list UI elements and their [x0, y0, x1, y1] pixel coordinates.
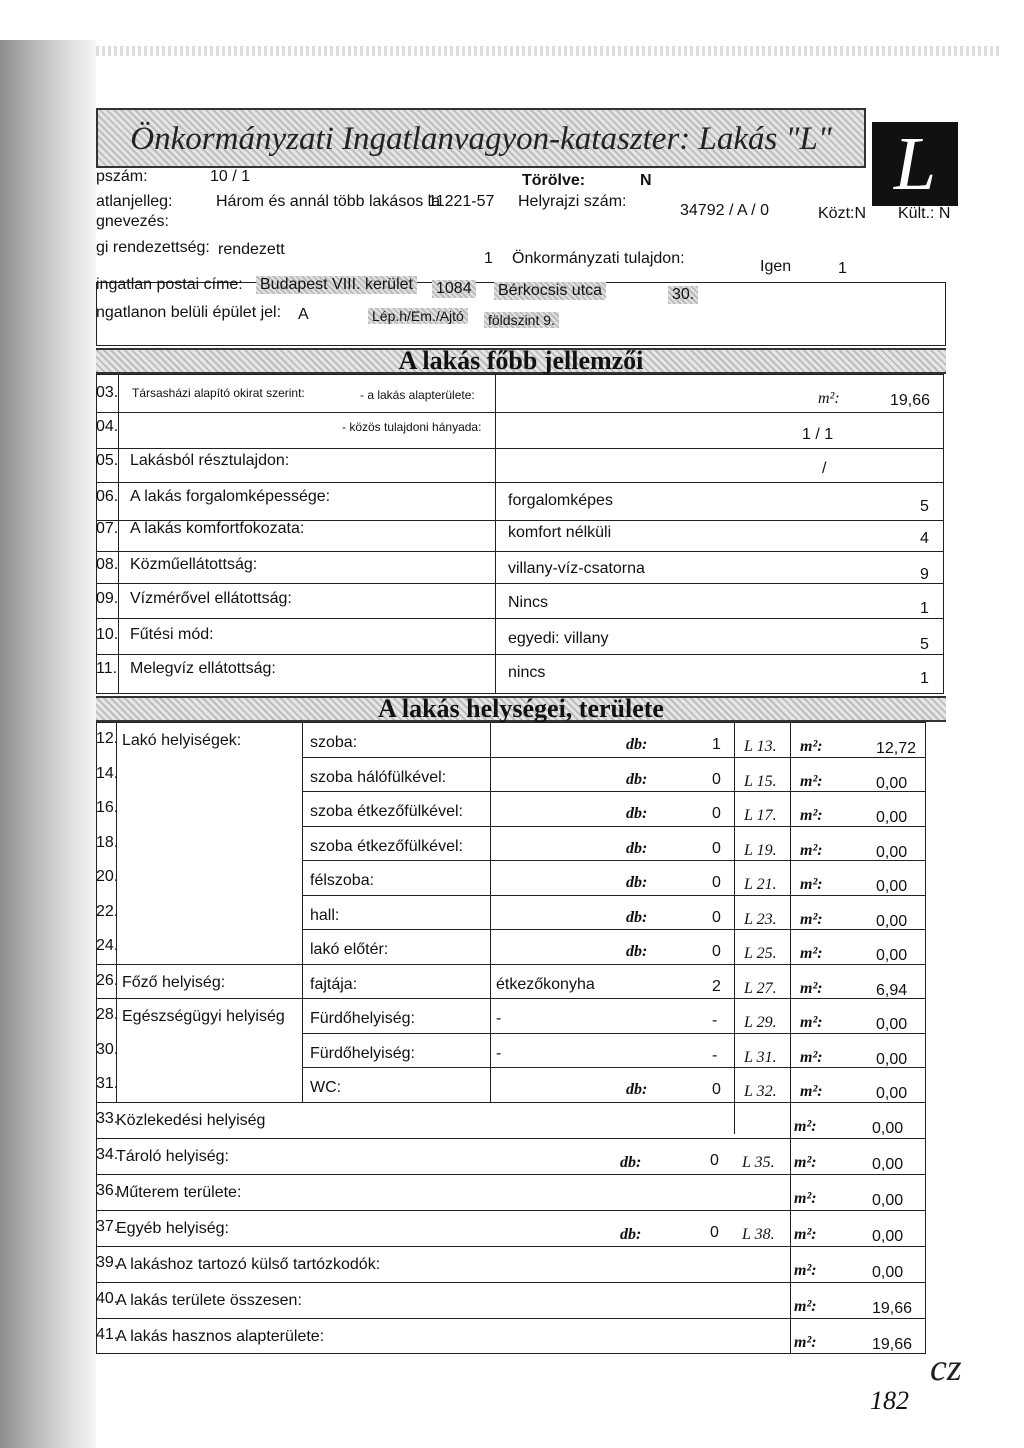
summary-area: 19,66: [872, 1299, 913, 1317]
room-name: szoba hálófülkével:: [310, 768, 447, 786]
row-number: 16.: [96, 799, 119, 816]
room-area: 0,00: [876, 1016, 908, 1033]
address-zip: 1084: [432, 280, 476, 298]
count-label: db:: [626, 908, 648, 926]
stair-label: Lép.h/Em./Ajtó: [368, 308, 468, 324]
unit-m2: m²:: [794, 1297, 817, 1315]
room-name: fajtája:: [310, 975, 358, 993]
feature-code: 5: [920, 498, 929, 515]
row-number: 41.: [96, 1325, 119, 1343]
feature-value: egyedi: villany: [508, 630, 609, 647]
feature-value: Nincs: [508, 594, 549, 611]
row-number: 26.: [96, 971, 119, 989]
unit-m2: m²:: [800, 772, 823, 790]
unit-m2: m²:: [794, 1225, 817, 1243]
ref-code: L 29.: [744, 1014, 777, 1031]
deed-area-label: - a lakás alapterülete:: [360, 388, 475, 402]
unit-m2: m²:: [818, 390, 840, 407]
deleted-value: N: [640, 172, 652, 189]
deed-label: Társasházi alapító okirat szerint:: [132, 386, 305, 400]
room-name: Fürdőhelyiség:: [310, 1010, 415, 1027]
feature-code: 4: [920, 530, 929, 547]
room-name: hall:: [310, 906, 340, 924]
feature-code: 1: [920, 670, 929, 687]
room-area: 6,94: [876, 981, 908, 999]
parcel-value: 34792 / A / 0: [680, 202, 769, 219]
address-street: Bérkocsis utca: [494, 282, 606, 300]
address-district: Budapest VIII. kerület: [256, 276, 417, 294]
row-number: 07.: [96, 520, 119, 537]
row-number: 09.: [96, 590, 119, 607]
room-name: félszoba:: [310, 872, 375, 889]
order-code: 1: [484, 250, 493, 267]
page-number: 182: [870, 1386, 909, 1415]
feature-value: forgalomképes: [508, 492, 613, 509]
room-name: Fürdőhelyiség:: [310, 1044, 415, 1062]
summary-label: A lakáshoz tartozó külső tartózkodók:: [116, 1255, 381, 1273]
room-type: -: [496, 1044, 502, 1062]
feature-label: Közműellátottság:: [130, 556, 258, 573]
summary-count: 0: [710, 1223, 719, 1241]
row-number: 11.: [96, 660, 118, 677]
ref-code: L 23.: [744, 910, 777, 928]
signature: cz: [930, 1347, 962, 1389]
summary-label: A lakás területe összesen:: [116, 1291, 302, 1309]
count-label: db:: [626, 770, 648, 788]
summary-label: Műterem területe:: [116, 1183, 242, 1201]
row-number: 10.: [96, 626, 119, 643]
feature-label: Vízmérővel ellátottság:: [130, 590, 292, 607]
row-number: 36.: [96, 1181, 119, 1199]
row-number: 12.: [96, 730, 119, 747]
deed-area-value: 19,66: [890, 392, 931, 409]
room-count: 1: [712, 736, 721, 753]
room-name: szoba:: [310, 734, 358, 751]
room-category: Főző helyiség:: [122, 973, 226, 991]
summary-area: 19,66: [872, 1335, 913, 1353]
room-area: 0,00: [876, 843, 908, 861]
scan-shadow: [0, 40, 96, 1448]
unit-m2: m²:: [794, 1189, 817, 1207]
room-area: 0,00: [876, 878, 908, 895]
row-number: 30.: [96, 1040, 119, 1058]
ref-code: L 35.: [742, 1153, 775, 1171]
row-number: 24.: [96, 937, 119, 954]
unit-m2: m²:: [800, 910, 823, 928]
name-label: gnevezés:: [96, 213, 169, 230]
feature-value: komfort nélküli: [508, 524, 612, 541]
room-category: Lakó helyiségek:: [122, 732, 242, 749]
room-area: 0,00: [876, 947, 908, 964]
row-number: 14.: [96, 764, 119, 782]
unit-m2: m²:: [800, 1083, 823, 1100]
share-label: - közös tulajdoni hányada:: [342, 420, 482, 434]
unit-m2: m²:: [800, 945, 823, 962]
row-number: 34.: [96, 1145, 119, 1163]
row-number: 39.: [96, 1253, 119, 1271]
feature-label: Melegvíz ellátottság:: [130, 660, 276, 677]
count-label: db:: [626, 1081, 648, 1098]
ref-code: L 21.: [744, 876, 777, 893]
owner-label: Önkormányzati tulajdon:: [512, 250, 685, 267]
summary-area: 0,00: [872, 1227, 904, 1245]
count-label: db:: [620, 1225, 642, 1243]
building-label: ngatlanon belüli épület jel:: [96, 304, 282, 321]
feature-value: nincs: [508, 664, 546, 681]
count-label: db:: [626, 943, 648, 960]
category-badge: L: [872, 122, 958, 206]
summary-area: 0,00: [872, 1263, 904, 1281]
summary-area: 0,00: [872, 1191, 904, 1209]
ref-code: L 38.: [742, 1225, 775, 1243]
summary-area: 0,00: [872, 1119, 904, 1137]
ref-code: L 19.: [744, 841, 777, 859]
unit-m2: m²:: [794, 1153, 817, 1171]
room-count: 0: [712, 908, 721, 926]
id-label: pszám:: [96, 168, 148, 185]
kult-value: Kült.: N: [898, 205, 951, 222]
row-number: 33.: [96, 1109, 119, 1127]
address-label: ingatlan postai címe:: [96, 276, 243, 293]
feature-code: 1: [920, 600, 929, 617]
room-area: 0,00: [876, 1085, 908, 1102]
summary-label: Közlekedési helyiség: [116, 1111, 266, 1129]
room-count: -: [712, 1046, 718, 1064]
feature-label: A lakás forgalomképessége:: [130, 488, 331, 505]
feature-code: 5: [920, 636, 929, 653]
unit-m2: m²:: [794, 1333, 817, 1351]
ref-code: L 27.: [744, 979, 777, 997]
unit-m2: m²:: [800, 738, 823, 755]
order-label: gi rendezettség:: [96, 239, 210, 256]
kozt-value: Közt:N: [818, 205, 867, 222]
owner-value: Igen: [760, 258, 792, 275]
room-name: WC:: [310, 1079, 342, 1096]
room-area: 0,00: [876, 774, 908, 792]
room-count: 0: [712, 770, 721, 788]
unit-m2: m²:: [794, 1261, 817, 1279]
room-type: étkezőkonyha: [496, 975, 595, 993]
room-count: 0: [712, 874, 721, 891]
ref-code: L 17.: [744, 807, 777, 824]
row-number: 06.: [96, 488, 119, 505]
row-number: 04.: [96, 418, 119, 435]
stair-value: földszint 9.: [484, 312, 559, 328]
row-number: 05.: [96, 452, 119, 469]
building-value: A: [298, 306, 309, 323]
unit-m2: m²:: [800, 876, 823, 893]
unit-m2: m²:: [800, 979, 823, 997]
feature-code: 9: [920, 566, 929, 583]
page-title: Önkormányzati Ingatlanvagyon-kataszter: Lakás "L": [96, 108, 866, 168]
room-name: lakó előtér:: [310, 941, 389, 958]
room-name: szoba étkezőfülkével:: [310, 803, 463, 820]
type-label: atlanjelleg:: [96, 193, 173, 210]
row-number: 18.: [96, 833, 119, 851]
unit-m2: m²:: [800, 841, 823, 859]
scan-edge: [96, 46, 1002, 56]
feature-label: Fűtési mód:: [130, 626, 214, 643]
summary-area: 0,00: [872, 1155, 904, 1173]
row-number: 40.: [96, 1289, 119, 1307]
type-code: 11221-57: [428, 193, 495, 210]
feature-value: villany-víz-csatorna: [508, 560, 645, 577]
count-label: db:: [626, 736, 648, 753]
summary-count: 0: [710, 1151, 719, 1169]
room-count: -: [712, 1012, 718, 1029]
count-label: db:: [626, 874, 648, 891]
ref-code: L 13.: [744, 738, 777, 755]
room-type: -: [496, 1010, 502, 1027]
room-area: 0,00: [876, 809, 908, 826]
row-number: 22.: [96, 902, 119, 920]
room-name: szoba étkezőfülkével:: [310, 837, 463, 855]
id-value: 10 / 1: [210, 168, 251, 185]
section-title-features: A lakás főbb jellemzői: [96, 348, 946, 374]
co-ownership-value: /: [822, 460, 827, 477]
count-label: db:: [620, 1153, 642, 1171]
summary-label: A lakás hasznos alapterülete:: [116, 1327, 325, 1345]
row-number: 31.: [96, 1075, 119, 1092]
summary-label: Egyéb helyiség:: [116, 1219, 229, 1237]
room-area: 12,72: [876, 740, 917, 757]
row-number: 08.: [96, 556, 119, 573]
share-value: 1 / 1: [802, 426, 834, 443]
unit-m2: m²:: [800, 1014, 823, 1031]
room-count: 0: [712, 943, 721, 960]
room-category: Egészségügyi helyiség: [122, 1008, 285, 1025]
summary-label: Tároló helyiség:: [116, 1147, 229, 1165]
room-count: 0: [712, 805, 721, 822]
ref-code: L 25.: [744, 945, 777, 962]
ref-code: L 31.: [744, 1048, 777, 1066]
count-label: db:: [626, 839, 648, 857]
ref-code: L 15.: [744, 772, 777, 790]
feature-label: A lakás komfortfokozata:: [130, 520, 305, 537]
owner-code: 1: [838, 260, 847, 277]
co-ownership-label: Lakásból résztulajdon:: [130, 452, 290, 469]
deleted-label: Törölve:: [522, 172, 586, 189]
ref-code: L 32.: [744, 1083, 777, 1100]
unit-m2: m²:: [794, 1117, 817, 1135]
unit-m2: m²:: [800, 807, 823, 824]
row-number: 03.: [96, 384, 119, 401]
room-area: 0,00: [876, 912, 908, 930]
room-area: 0,00: [876, 1050, 908, 1068]
parcel-label: Helyrajzi szám:: [518, 193, 627, 210]
room-count: 0: [712, 839, 721, 857]
unit-m2: m²:: [800, 1048, 823, 1066]
address-number: 30.: [668, 286, 698, 304]
row-number: 37.: [96, 1217, 119, 1235]
room-count: 0: [712, 1081, 721, 1098]
row-number: 28.: [96, 1006, 119, 1023]
type-value: Három és annál több lakásos la: [216, 193, 441, 210]
room-count: 2: [712, 977, 721, 995]
order-value: rendezett: [218, 241, 285, 258]
section-title-rooms: A lakás helységei, területe: [96, 696, 946, 722]
count-label: db:: [626, 805, 648, 822]
row-number: 20.: [96, 868, 119, 885]
